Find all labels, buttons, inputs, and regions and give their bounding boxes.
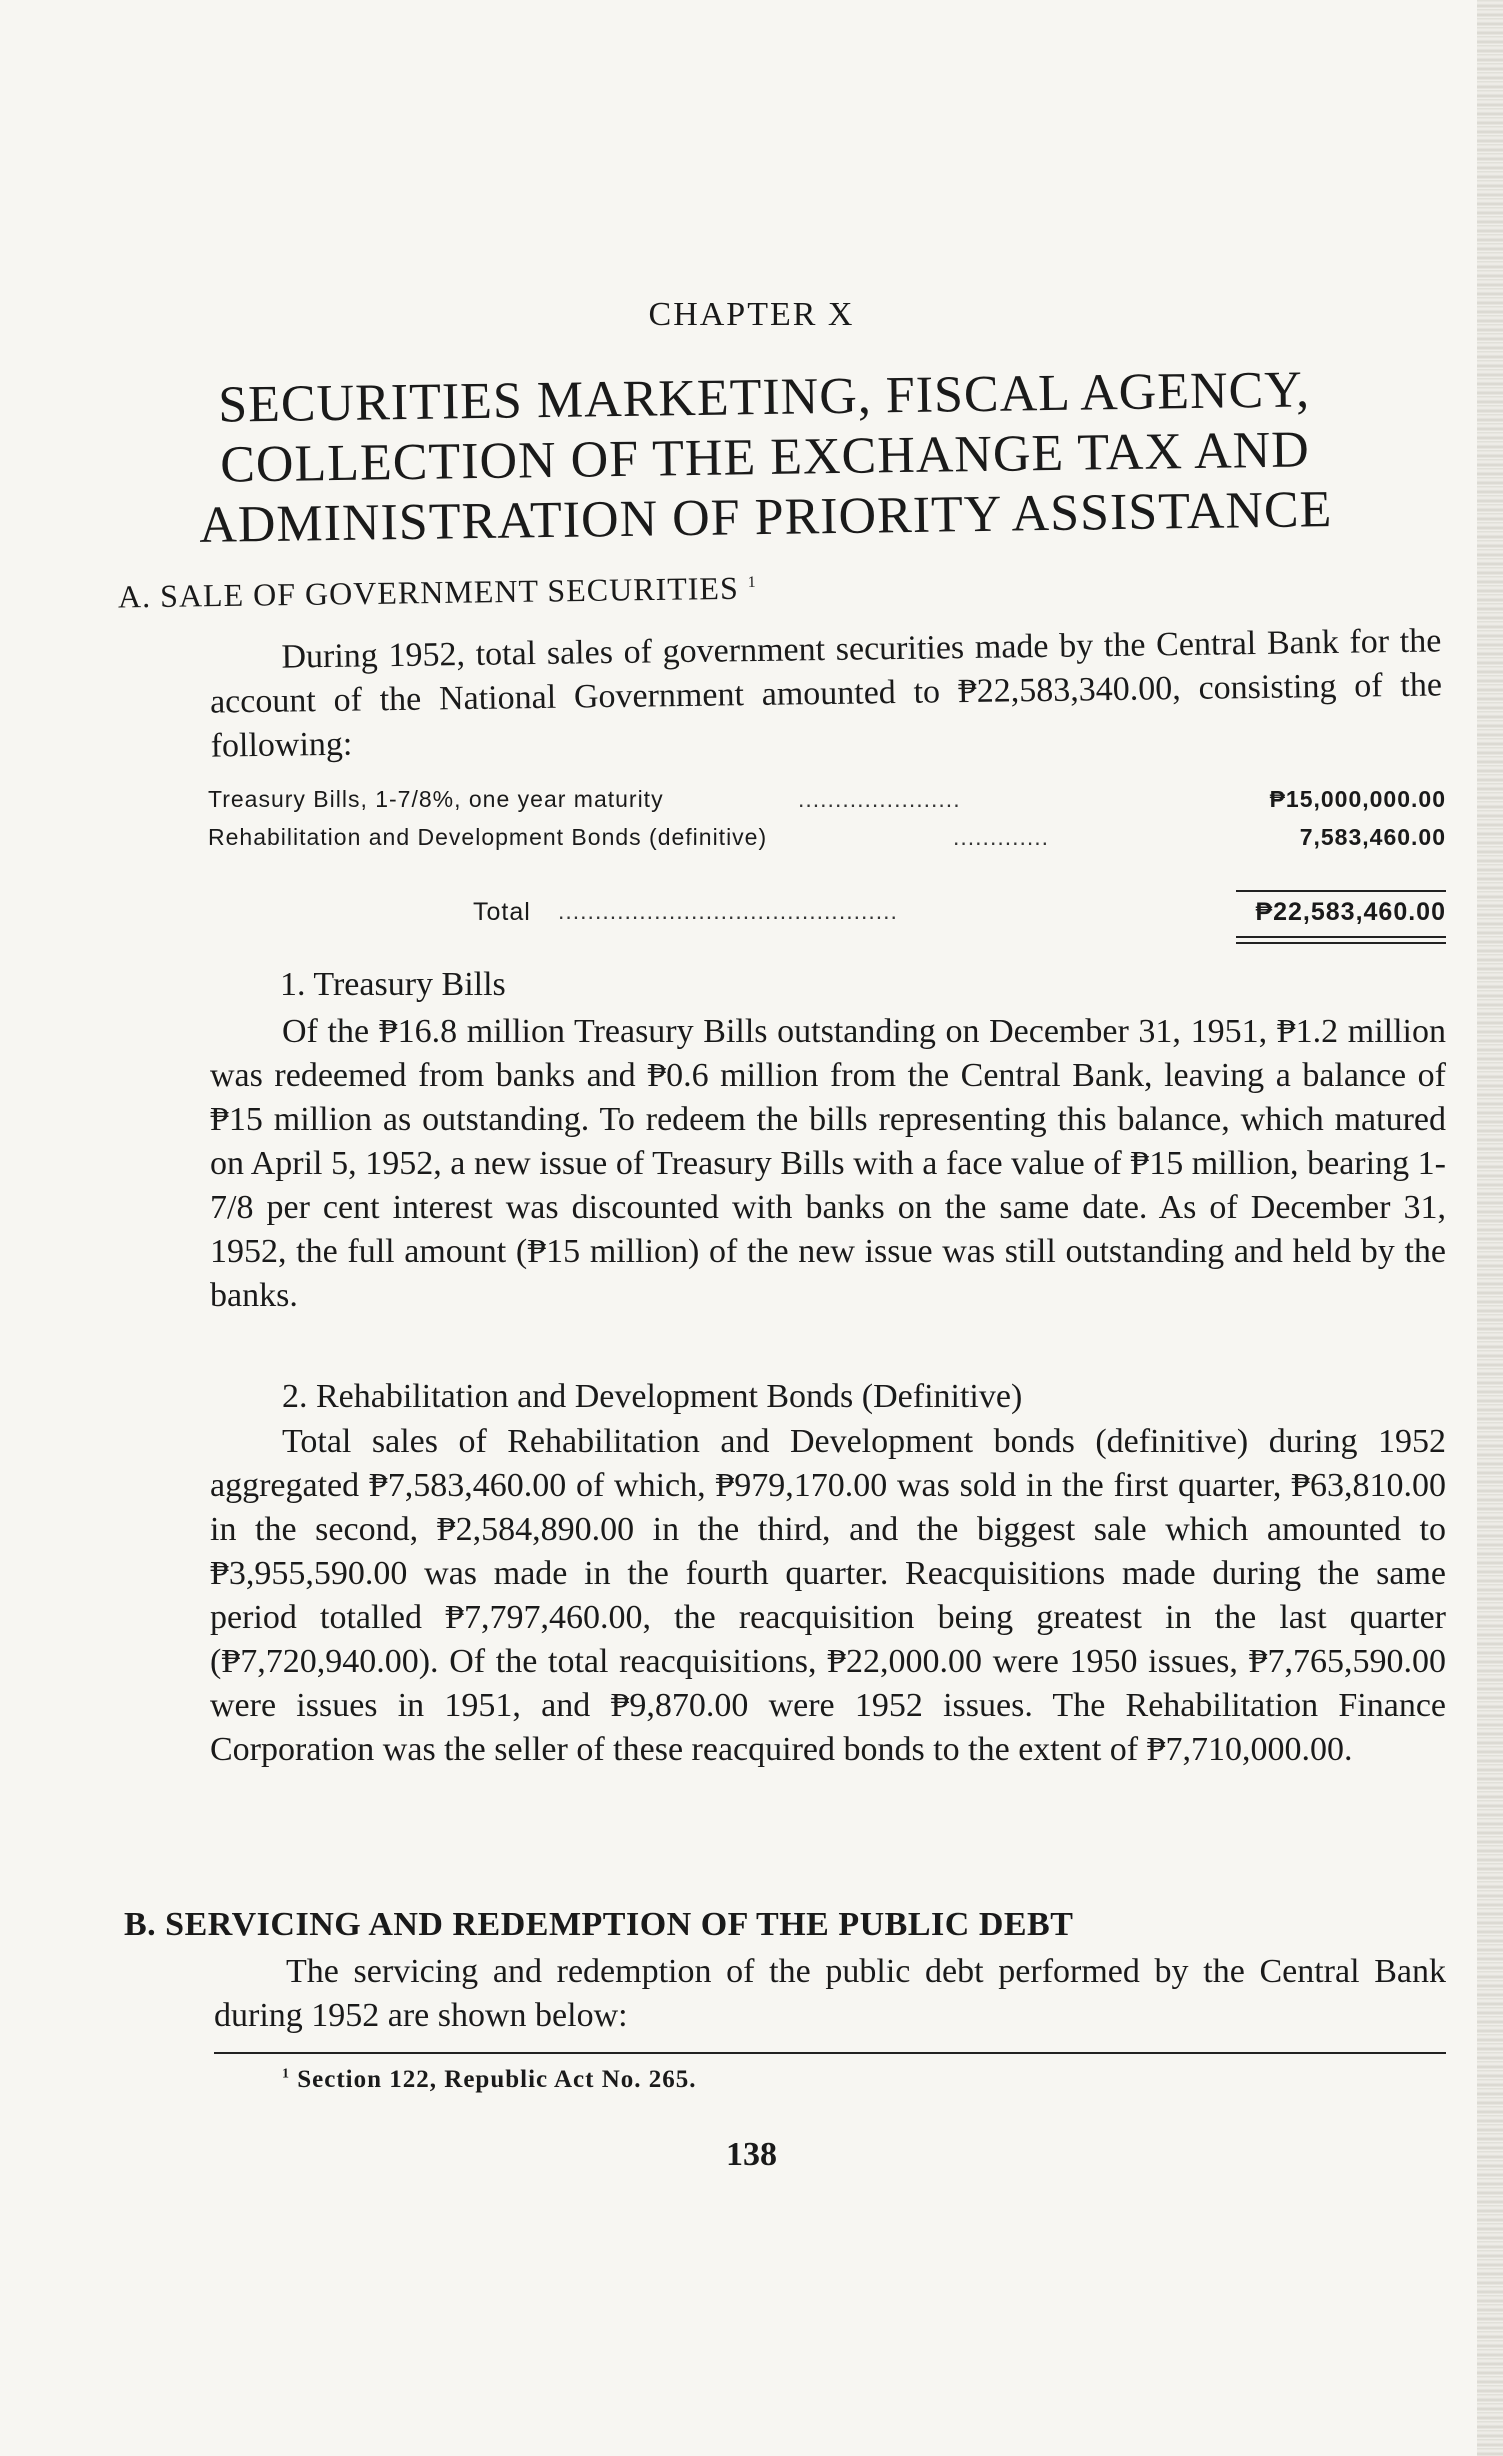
summary-row-label: Treasury Bills, 1-7/8%, one year maturity [208, 786, 664, 812]
sales-summary-table [208, 786, 1446, 944]
footnote [282, 2066, 697, 2094]
footnote-divider [214, 2052, 1446, 2054]
paragraph-debt-servicing [214, 1950, 1446, 2038]
section-b-heading: B. SERVICING AND REDEMPTION OF THE PUBLIC DEBT [124, 1906, 1074, 1943]
footnote-mark: 1 [282, 2066, 290, 2082]
chapter-title [139, 359, 1391, 556]
summary-total-leader: .............................................. [558, 898, 898, 924]
summary-row-leader: ...................... [798, 786, 961, 812]
paragraph-bonds [210, 1420, 1446, 1772]
paragraph-sales-intro [209, 619, 1443, 768]
paragraph-debt-servicing-text: The servicing and redemption of the public debt performed by the Central Bank during 1952 are shown below: [214, 1953, 1446, 2034]
summary-total-row [208, 898, 1446, 944]
subheading-bonds: 2. Rehabilitation and Development Bonds (Definitive) [282, 1378, 1023, 1415]
summary-row-leader: ............. [953, 824, 1050, 850]
title-line-3: ADMINISTRATION OF PRIORITY ASSISTANCE [198, 481, 1333, 554]
total-double-rule [1236, 936, 1446, 944]
paragraph-bonds-text: Total sales of Rehabilitation and Development bonds (definitive) during 1952 aggregated ₱7,583,460.00 of which, ₱979,170.00 was sold in the first quarter, ₱63,810.00 in the second, ₱2,584,890.00 in the third, and the biggest sale which amounted to ₱3,955,590.00 was made in the fourth quarter. Reacquisitions made during the same period totalled ₱7,797,460.00, the reacquisition being greatest in the last quarter (₱7,720,940.00). Of the total reacquisitions, ₱22,000.00 were 1950 issues, ₱7,765,590.00 were issues in 1951, and ₱9,870.00 were 1952 issues. The Rehabilitation Finance Corporation was the seller of these reacquired bonds to the extent of ₱7,710,000.00. [210, 1423, 1446, 1768]
summary-row [208, 824, 1446, 862]
summary-total-label: Total [473, 898, 531, 926]
footnote-text: Section 122, Republic Act No. 265. [297, 2066, 697, 2093]
section-a-heading-text: A. SALE OF GOVERNMENT SECURITIES [117, 569, 739, 615]
title-line-1: SECURITIES MARKETING, FISCAL AGENCY, [217, 361, 1311, 434]
page-edge-shadow [1477, 0, 1503, 2456]
footnote-reference: 1 [747, 573, 757, 592]
subheading-treasury-bills: 1. Treasury Bills [280, 966, 506, 1003]
paragraph-sales-intro-text: During 1952, total sales of government securities made by the Central Bank for the account of the National Government amounted to ₱22,583,340.00, consisting of the following: [209, 622, 1443, 765]
total-rule [1236, 890, 1446, 892]
page-number: 138 [726, 2136, 777, 2173]
summary-row [208, 786, 1446, 824]
summary-row-label: Rehabilitation and Development Bonds (definitive) [208, 824, 768, 850]
summary-row-amount: ₱15,000,000.00 [1269, 786, 1446, 812]
summary-row-amount: 7,583,460.00 [1299, 824, 1446, 850]
title-line-2: COLLECTION OF THE EXCHANGE TAX AND [219, 421, 1311, 494]
chapter-heading: CHAPTER X [648, 296, 855, 333]
summary-total-amount: ₱22,583,460.00 [1255, 898, 1446, 926]
paragraph-treasury-bills [210, 1010, 1446, 1318]
paragraph-treasury-bills-text: Of the ₱16.8 million Treasury Bills outstanding on December 31, 1951, ₱1.2 million was redeemed from banks and ₱0.6 million from the Central Bank, leaving a balance of ₱15 million as outstanding. To redeem the bills representing this balance, which matured on April 5, 1952, a new issue of Treasury Bills with a face value of ₱15 million, bearing 1-7/8 per cent interest was discounted with banks on the same date. As of December 31, 1952, the full amount (₱15 million) of the new issue was still outstanding and held by the banks. [210, 1013, 1446, 1314]
section-a-heading [118, 570, 757, 616]
